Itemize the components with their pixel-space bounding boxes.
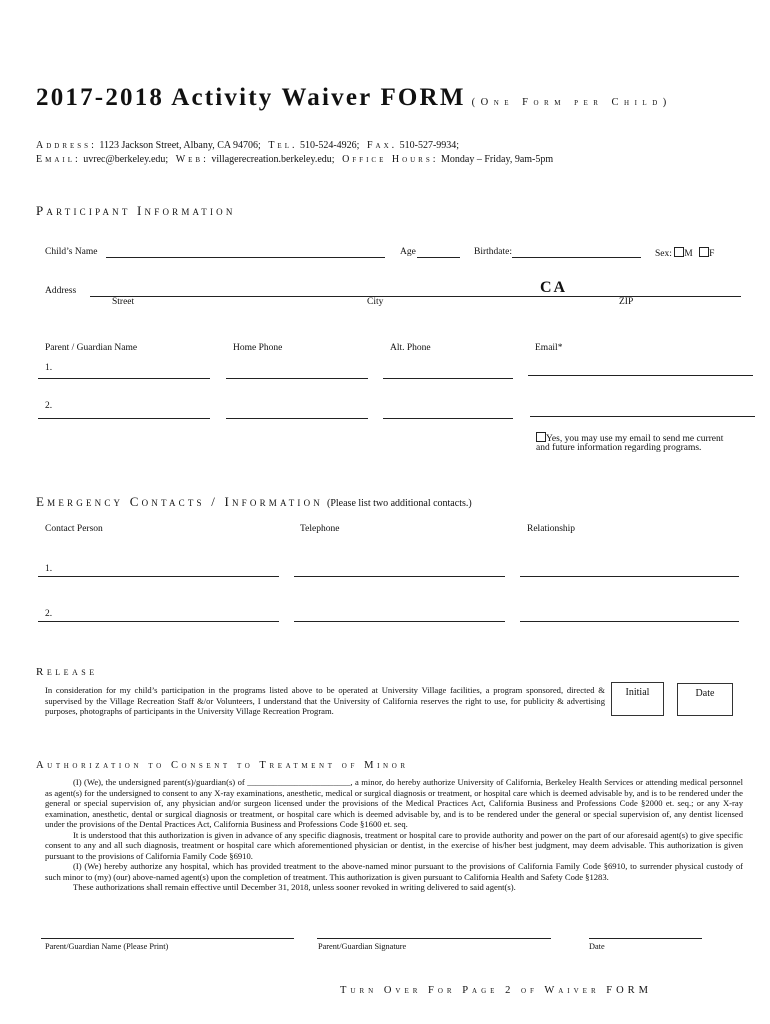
- tel-value: 510-524-4926;: [300, 140, 360, 151]
- participant-heading: Participant Information: [36, 203, 236, 218]
- emergency-1-telephone-field[interactable]: [294, 576, 505, 577]
- parent-2-name-field[interactable]: [38, 418, 210, 419]
- emergency-1-relationship-field[interactable]: [520, 576, 739, 577]
- birthdate-label: Birthdate:: [474, 247, 512, 257]
- contact-line-2: [36, 154, 553, 165]
- parent-1-email-field[interactable]: [528, 375, 753, 376]
- authorization-paragraph-3: (I) (We) hereby authorize any hospital, which has provided treatment to the above-named minor pursuant to the provisions of California Family Code §6910, to surrender physical custody of such minor to (my) (our) above-named agent(s) upon the completion of treatment. This authorization is given pursuant to California Health and Safety Code §1283.: [45, 861, 743, 882]
- fax-value: 510-527-9934;: [399, 140, 460, 151]
- parent-2-alt-phone-field[interactable]: [383, 418, 513, 419]
- childs-name-label: Child’s Name: [45, 247, 98, 257]
- email-consent-line-2: and future information regarding programs.: [536, 443, 702, 453]
- city-label: City: [367, 297, 384, 307]
- childs-name-field[interactable]: [106, 257, 385, 258]
- authorization-paragraph-4: These authorizations shall remain effective until December 31, 2018, unless sooner revoked in writing delivered to said agent(s).: [73, 882, 516, 892]
- authorization-heading: Authorization to Consent to Treatment of Minor: [36, 760, 409, 771]
- contact-line-1: [36, 140, 459, 151]
- authorization-paragraph-2: It is understood that this authorization is given in advance of any specific diagnosis, treatment or hospital care to provide authority and power on the part of our aforesaid agent(s) to give specific consent to any and all such diagnosis, treatment or hospital care which aforementioned physician or dentist, in the exercise of his/her best judgment, may deem advisable. This authorization is given pursuant to the provisions of California Family Code §6910.: [45, 829, 743, 861]
- street-label: Street: [112, 297, 135, 307]
- sex-group: [655, 247, 714, 260]
- guardian-name-print-label: Parent/Guardian Name (Please Print): [45, 942, 169, 951]
- sex-m-label: M: [684, 249, 693, 259]
- emergency-2-person-field[interactable]: [38, 621, 279, 622]
- sex-f-checkbox[interactable]: [699, 247, 709, 257]
- tel-label: Tel.: [268, 140, 298, 151]
- guardian-name-print-field[interactable]: [41, 938, 294, 939]
- age-label: Age: [400, 247, 416, 257]
- parent-1-alt-phone-field[interactable]: [383, 378, 513, 379]
- zip-label: ZIP: [619, 297, 634, 307]
- date-box[interactable]: [677, 683, 733, 716]
- signature-date-label: Date: [589, 942, 605, 951]
- parent-row-1-label: 1.: [45, 363, 53, 373]
- emergency-2-relationship-field[interactable]: [520, 621, 739, 622]
- emergency-2-telephone-field[interactable]: [294, 621, 505, 622]
- parent-row-2-label: 2.: [45, 401, 53, 411]
- form-subtitle: (One Form per Child): [471, 97, 672, 108]
- contact-person-header: Contact Person: [45, 524, 103, 534]
- address-label: Address:: [36, 140, 97, 151]
- email-consent-checkbox[interactable]: [536, 432, 546, 442]
- emergency-heading: [36, 494, 472, 510]
- emergency-row-2-label: 2.: [45, 609, 53, 619]
- emergency-1-person-field[interactable]: [38, 576, 279, 577]
- parent-2-email-field[interactable]: [530, 416, 755, 417]
- authorization-body: [45, 777, 743, 893]
- state-value: CA: [540, 279, 568, 296]
- web-value: villagerecreation.berkeley.edu;: [211, 154, 335, 165]
- parent-name-header: Parent / Guardian Name: [45, 343, 138, 353]
- email-value: uvrec@berkeley.edu;: [83, 154, 169, 165]
- address-label-field: Address: [45, 286, 77, 296]
- initial-box[interactable]: [611, 682, 664, 716]
- form-title-text: 2017-2018 Activity Waiver FORM: [36, 84, 466, 111]
- form-title: [36, 84, 672, 112]
- relationship-header: Relationship: [527, 524, 576, 534]
- address-field[interactable]: [90, 296, 741, 297]
- birthdate-field[interactable]: [512, 257, 641, 258]
- sex-m-checkbox[interactable]: [674, 247, 684, 257]
- initial-label: Initial: [625, 687, 650, 698]
- release-text: In consideration for my child’s participation in the programs listed above to be operated at University Village facilities, a program sponsored, directed & supervised by the Village Recreation Staff &/or Volunteers, I understand that the University of California reserves the right to use, for publicity & advertising purposes, photographs of participants in the University Village Recreation Program.: [45, 685, 605, 716]
- release-date-label: Date: [695, 688, 715, 699]
- sex-f-label: F: [709, 249, 715, 259]
- parent-1-home-phone-field[interactable]: [226, 378, 368, 379]
- guardian-signature-field[interactable]: [317, 938, 551, 939]
- email-label: Email:: [36, 154, 81, 165]
- emergency-row-1-label: 1.: [45, 564, 53, 574]
- hours-label: Office Hours:: [342, 154, 439, 165]
- emergency-note: (Please list two additional contacts.): [327, 498, 472, 509]
- parent-2-home-phone-field[interactable]: [226, 418, 368, 419]
- emergency-heading-text: Emergency Contacts / Information: [36, 494, 323, 509]
- email-header: Email*: [535, 343, 563, 353]
- authorization-paragraph-1: (I) (We), the undersigned parent(s)/guardian(s) of ________________________, a minor, do hereby authorize University of California, Berkeley Health Services or attending medical personnel as agent(s) for the undersigned to consent to any X-ray examinations, anesthetic, medical or surgical diagnosis or treatment, or hospital care which is deemed advisable by, and is to be rendered under the general or special supervision of, any physician and/or surgeon licensed under the provisions of the Medical Practices Act, California Business and Professions Code §2000 et. seq.; or any X-ray examination, anesthetic, dental or surgical diagnosis or treatment, or hospital care which is deemed advisable by, and is to be rendered under the general or special supervision of, any dentist licensed under the provisions of the Dental Practices Act, California Business and Professions Code §1600 et. seq.: [45, 777, 743, 829]
- page-footer: Turn Over For Page 2 of Waiver FORM: [340, 985, 653, 996]
- address-value: 1123 Jackson Street, Albany, CA 94706;: [99, 140, 261, 151]
- release-heading: Release: [36, 666, 98, 678]
- telephone-header: Telephone: [300, 524, 340, 534]
- parent-1-name-field[interactable]: [38, 378, 210, 379]
- signature-date-field[interactable]: [589, 938, 702, 939]
- home-phone-header: Home Phone: [233, 343, 283, 353]
- fax-label: Fax.: [366, 140, 398, 151]
- web-label: Web:: [175, 154, 209, 165]
- alt-phone-header: Alt. Phone: [390, 343, 431, 353]
- guardian-signature-label: Parent/Guardian Signature: [318, 942, 407, 951]
- age-field[interactable]: [417, 257, 460, 258]
- email-consent-line-1: Yes, you may use my email to send me current: [546, 434, 724, 444]
- sex-label: Sex:: [655, 249, 672, 259]
- hours-value: Monday – Friday, 9am-5pm: [441, 154, 554, 165]
